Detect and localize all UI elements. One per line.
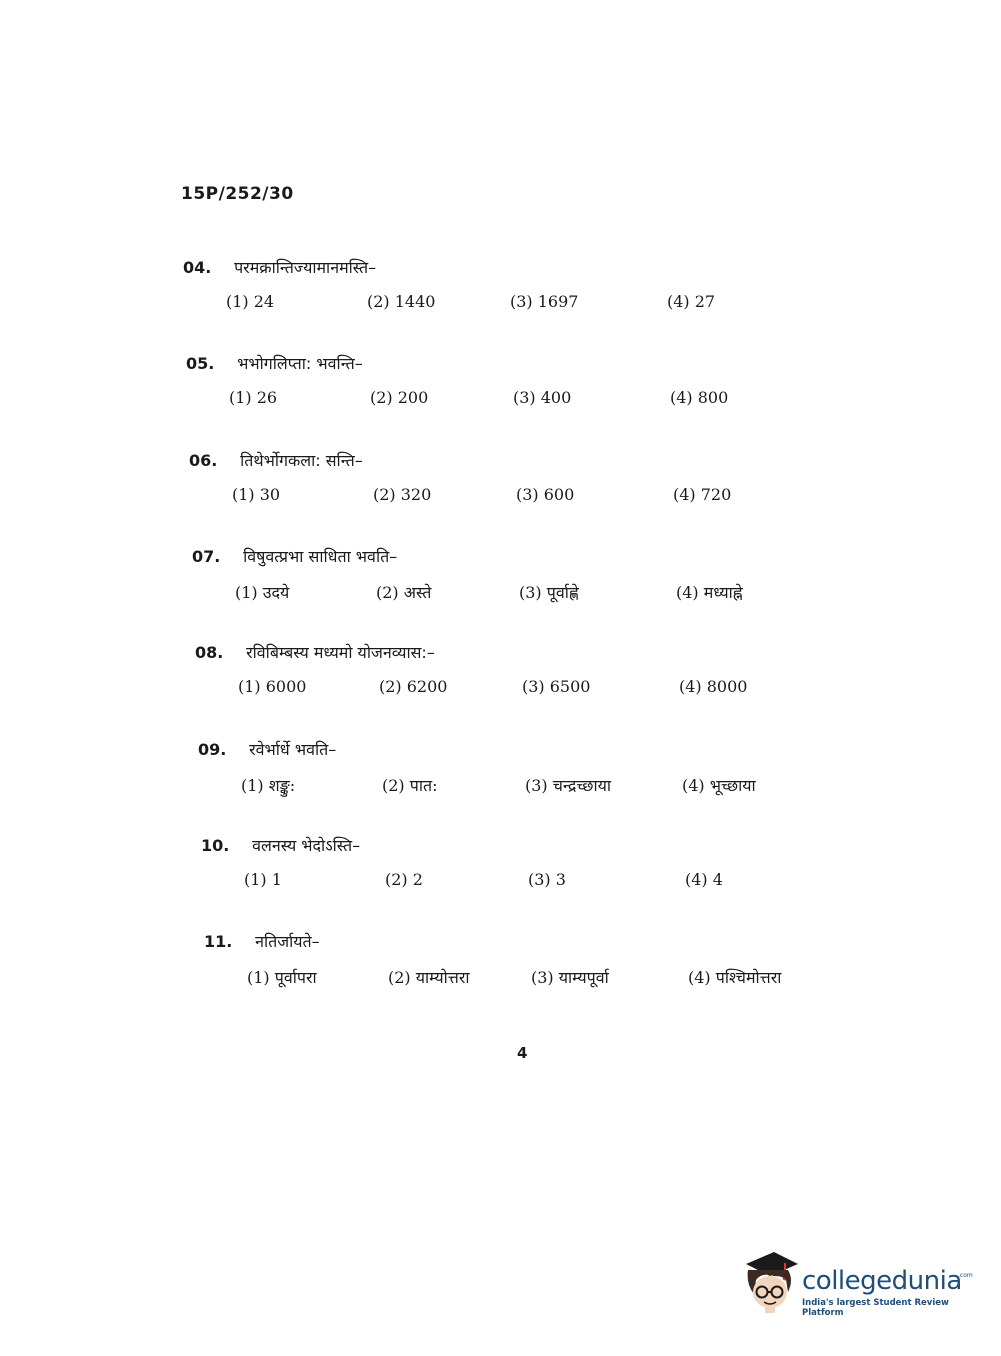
option-2: (2) पात: <box>382 776 438 795</box>
option-1: (1) 6000 <box>238 677 307 696</box>
option-3: (3) 6500 <box>522 677 591 696</box>
option-1: (1) पूर्वापरा <box>247 968 317 987</box>
option-4: (4) 27 <box>667 292 716 311</box>
option-2: (2) याम्योत्तरा <box>388 968 470 987</box>
question-04 <box>183 256 843 326</box>
collegedunia-logo[interactable] <box>740 1250 980 1320</box>
question-number: 07. <box>192 547 221 566</box>
options <box>204 966 864 996</box>
option-2: (2) 6200 <box>379 677 448 696</box>
question-11 <box>204 930 864 1000</box>
question-number: 09. <box>198 740 227 759</box>
option-4: (4) भूच्छाया <box>682 776 756 795</box>
option-4: (4) 4 <box>685 870 723 889</box>
options <box>201 870 861 900</box>
option-4: (4) मध्याह्ने <box>676 583 743 602</box>
option-1: (1) 1 <box>244 870 282 889</box>
options <box>189 485 849 515</box>
option-1: (1) 26 <box>229 388 278 407</box>
option-3: (3) पूर्वाह्णे <box>519 583 579 602</box>
question-09 <box>198 738 858 808</box>
options <box>192 581 852 611</box>
option-1: (1) 30 <box>232 485 281 504</box>
option-3: (3) 600 <box>516 485 575 504</box>
question-number: 11. <box>204 932 233 951</box>
option-4: (4) 800 <box>670 388 729 407</box>
option-2: (2) अस्ते <box>376 583 432 602</box>
question-text: नतिर्जायते– <box>255 932 320 951</box>
question-number: 05. <box>186 354 215 373</box>
question-08 <box>195 641 855 711</box>
question-number: 04. <box>183 258 212 277</box>
logo-wordmark: collegedunia <box>802 1266 962 1296</box>
question-text: परमक्रान्तिज्यामानमस्ति– <box>234 258 377 277</box>
question-number: 06. <box>189 451 218 470</box>
page-number: 4 <box>517 1044 528 1062</box>
option-3: (3) 1697 <box>510 292 579 311</box>
question-text: रविबिम्बस्य मध्यमो योजनव्यास:– <box>246 643 435 662</box>
option-1: (1) 24 <box>226 292 275 311</box>
question-05 <box>186 352 846 422</box>
option-4: (4) 8000 <box>679 677 748 696</box>
options <box>183 292 843 322</box>
logo-tagline: India's largest Student Review Platform <box>802 1298 949 1318</box>
question-text: विषुवत्प्रभा साधिता भवति– <box>243 547 398 566</box>
question-06 <box>189 449 849 519</box>
logo-domain: .com <box>958 1272 973 1279</box>
option-2: (2) 2 <box>385 870 423 889</box>
option-2: (2) 320 <box>373 485 432 504</box>
mascot-icon <box>740 1250 800 1316</box>
option-1: (1) शङ्कु: <box>241 776 296 795</box>
option-4: (4) पश्चिमोत्तरा <box>688 968 782 987</box>
option-3: (3) 3 <box>528 870 566 889</box>
options <box>198 774 858 804</box>
question-text: भभोगलिप्ता: भवन्ति– <box>237 354 363 373</box>
question-number: 08. <box>195 643 224 662</box>
option-2: (2) 1440 <box>367 292 436 311</box>
question-10 <box>201 834 861 904</box>
option-3: (3) याम्यपूर्वा <box>531 968 609 987</box>
options <box>186 388 846 418</box>
paper-code: 15P/252/30 <box>181 184 294 204</box>
option-3: (3) चन्द्रच्छाया <box>525 776 612 795</box>
option-2: (2) 200 <box>370 388 429 407</box>
question-number: 10. <box>201 836 230 855</box>
option-1: (1) उदये <box>235 583 290 602</box>
question-text: रवेर्भार्धे भवति– <box>249 740 337 759</box>
question-07 <box>192 545 852 615</box>
options <box>195 677 855 707</box>
question-text: तिथेर्भोगकला: सन्ति– <box>240 451 363 470</box>
question-text: वलनस्य भेदोऽस्ति– <box>252 836 361 855</box>
option-4: (4) 720 <box>673 485 732 504</box>
option-3: (3) 400 <box>513 388 572 407</box>
